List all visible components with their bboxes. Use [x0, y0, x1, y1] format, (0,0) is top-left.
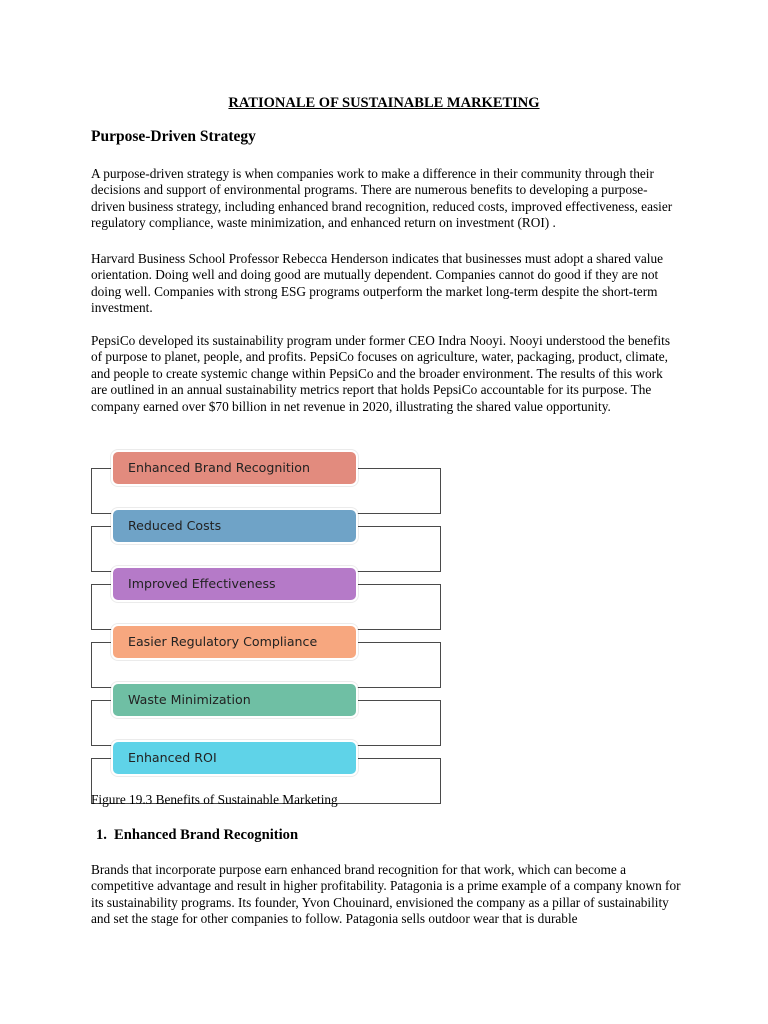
benefit-enhanced-roi: Enhanced ROI: [111, 740, 358, 776]
paragraph-purpose-driven: A purpose-driven strategy is when companies work to make a difference in their community through their decisions and support of environmental programs. There are numerous benefits to developing a purpose-driven business strategy, including enhanced brand recognition, reduced costs, improved effectiveness, easier regulatory compliance, waste minimization, and enhanced return on investment (ROI) .: [91, 166, 673, 231]
paragraph-shared-value: Harvard Business School Professor Rebecca Henderson indicates that businesses must adopt a shared value orientation. Doing well and doing good are mutually dependent. Companies cannot do good if they are not doing well. Companies with strong ESG programs outperform the market long-term despite the short-term investment.: [91, 251, 663, 316]
benefit-waste-minimization: Waste Minimization: [111, 682, 358, 718]
figure-caption: Figure 19.3 Benefits of Sustainable Marketing: [91, 792, 338, 807]
paragraph-brand-recognition: Brands that incorporate purpose earn enhanced brand recognition for that work, which can become a competitive advantage and result in higher profitability. Patagonia is a prime example of a company known for its sustainability programs. Its founder, Yvon Chouinard, envisioned the company as a pillar of sustainability and set the stage for other companies to follow. Patagonia sells outdoor wear that is durable: [91, 862, 681, 927]
benefit-improved-effectiveness: Improved Effectiveness: [111, 566, 358, 602]
paragraph-pepsico: PepsiCo developed its sustainability program under former CEO Indra Nooyi. Nooyi understood the benefits of purpose to planet, people, and profits. PepsiCo focuses on agriculture, water, packaging, product, climate, and people to create systemic change within PepsiCo and the broader environment. The results of this work are outlined in an annual sustainability metrics report that holds PepsiCo accountable for its purpose. The company earned over $70 billion in net revenue in 2020, illustrating the shared value opportunity.: [91, 333, 671, 414]
section-heading: Purpose-Driven Strategy: [91, 128, 256, 145]
subsection-heading: [96, 827, 299, 844]
page-title: RATIONALE OF SUSTAINABLE MARKETING: [228, 95, 540, 111]
benefit-regulatory-compliance: Easier Regulatory Compliance: [111, 624, 358, 660]
subsection-title: Enhanced Brand Recognition: [114, 827, 299, 843]
subsection-number: 1.: [96, 827, 107, 843]
benefit-brand-recognition: Enhanced Brand Recognition: [111, 450, 358, 486]
benefit-reduced-costs: Reduced Costs: [111, 508, 358, 544]
